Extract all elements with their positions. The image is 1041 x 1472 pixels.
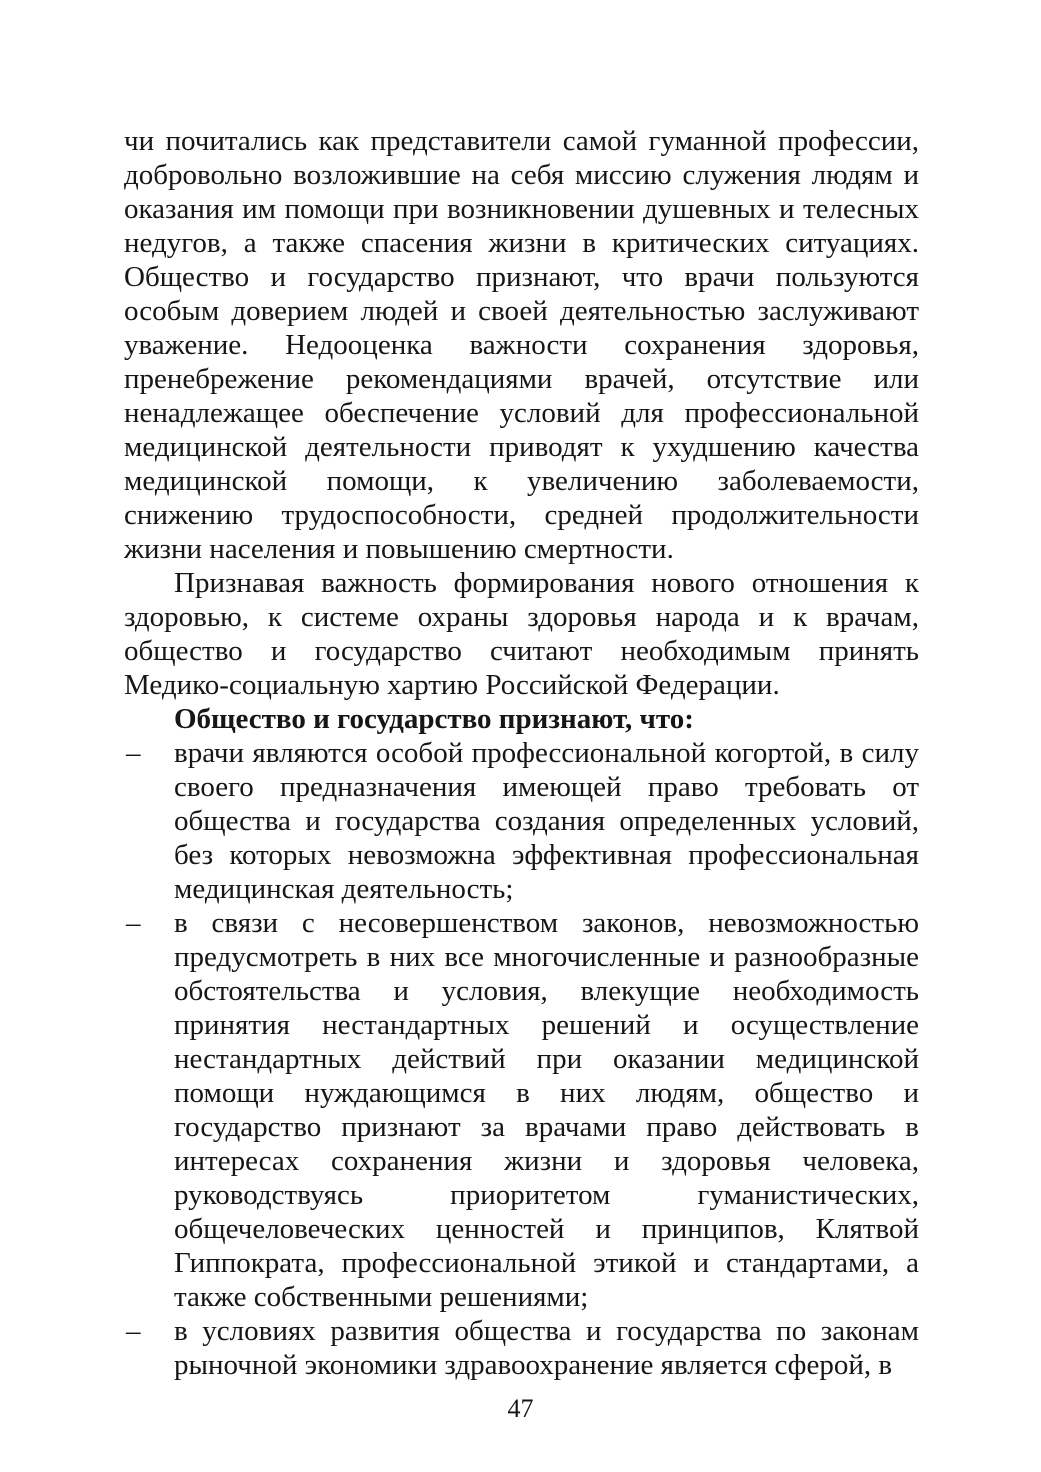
dash-list xyxy=(124,736,919,1382)
list-item-text: в связи с несовершенством законов, невозможностью предусмотреть в них все многочисленные и разнообразные обстоятельства и условия, влекущие необходимость принятия нестандартных решений и осуществление нестандартных действий при оказании медицинской помощи нуждающимся в них людям, общество и государство признают за врачами право действовать в интересах сохранения жизни и здоровья человека, руководствуясь приоритетом гуманистических, общечеловеческих ценностей и принципов, Клятвой Гиппократа, профессиональной этикой и стандартами, а также собственными решениями; xyxy=(174,907,919,1313)
list-item xyxy=(124,736,919,906)
dash-bullet-icon: – xyxy=(126,737,141,769)
dash-bullet-icon: – xyxy=(126,1315,141,1347)
dash-bullet-icon: – xyxy=(126,907,141,939)
list-item xyxy=(124,906,919,1314)
body-text xyxy=(124,124,919,1382)
list-item-text: в условиях развития общества и государства по законам рыночной экономики здравоохранение является сферой, в xyxy=(174,1315,919,1381)
list-item-text: врачи являются особой профессиональной когортой, в силу своего предназначения имеющей право требовать от общества и государства создания определенных условий, без которых невозможна эффективная профессиональная медицинская деятельность; xyxy=(174,737,919,905)
section-heading: Общество и государство признают, что: xyxy=(174,703,694,735)
list-item xyxy=(124,1314,919,1382)
paragraph-continuation: чи почитались как представители самой гуманной профессии, добровольно возложившие на себя миссию служения людям и оказания им помощи при возникновении душевных и телесных недугов, а также спасения жизни в критических ситуациях. Общество и государство признают, что врачи пользуются особым доверием людей и своей деятельностью заслуживают уважение. Недооценка важности сохранения здоровья, пренебрежение рекомендациями врачей, отсутствие или ненадлежащее обеспечение условий для профессиональной медицинской деятельности приводят к ухудшению качества медицинской помощи, к увеличению заболеваемости, снижению трудоспособности, средней продолжительности жизни населения и повышению смертности. xyxy=(124,125,919,565)
page-number: 47 xyxy=(507,1394,534,1423)
paragraph-charter: Признавая важность формирования нового отношения к здоровью, к системе охраны здоровья народа и к врачам, общество и государство считают необходимым принять Медико-социальную хартию Российской Федерации. xyxy=(124,567,919,701)
